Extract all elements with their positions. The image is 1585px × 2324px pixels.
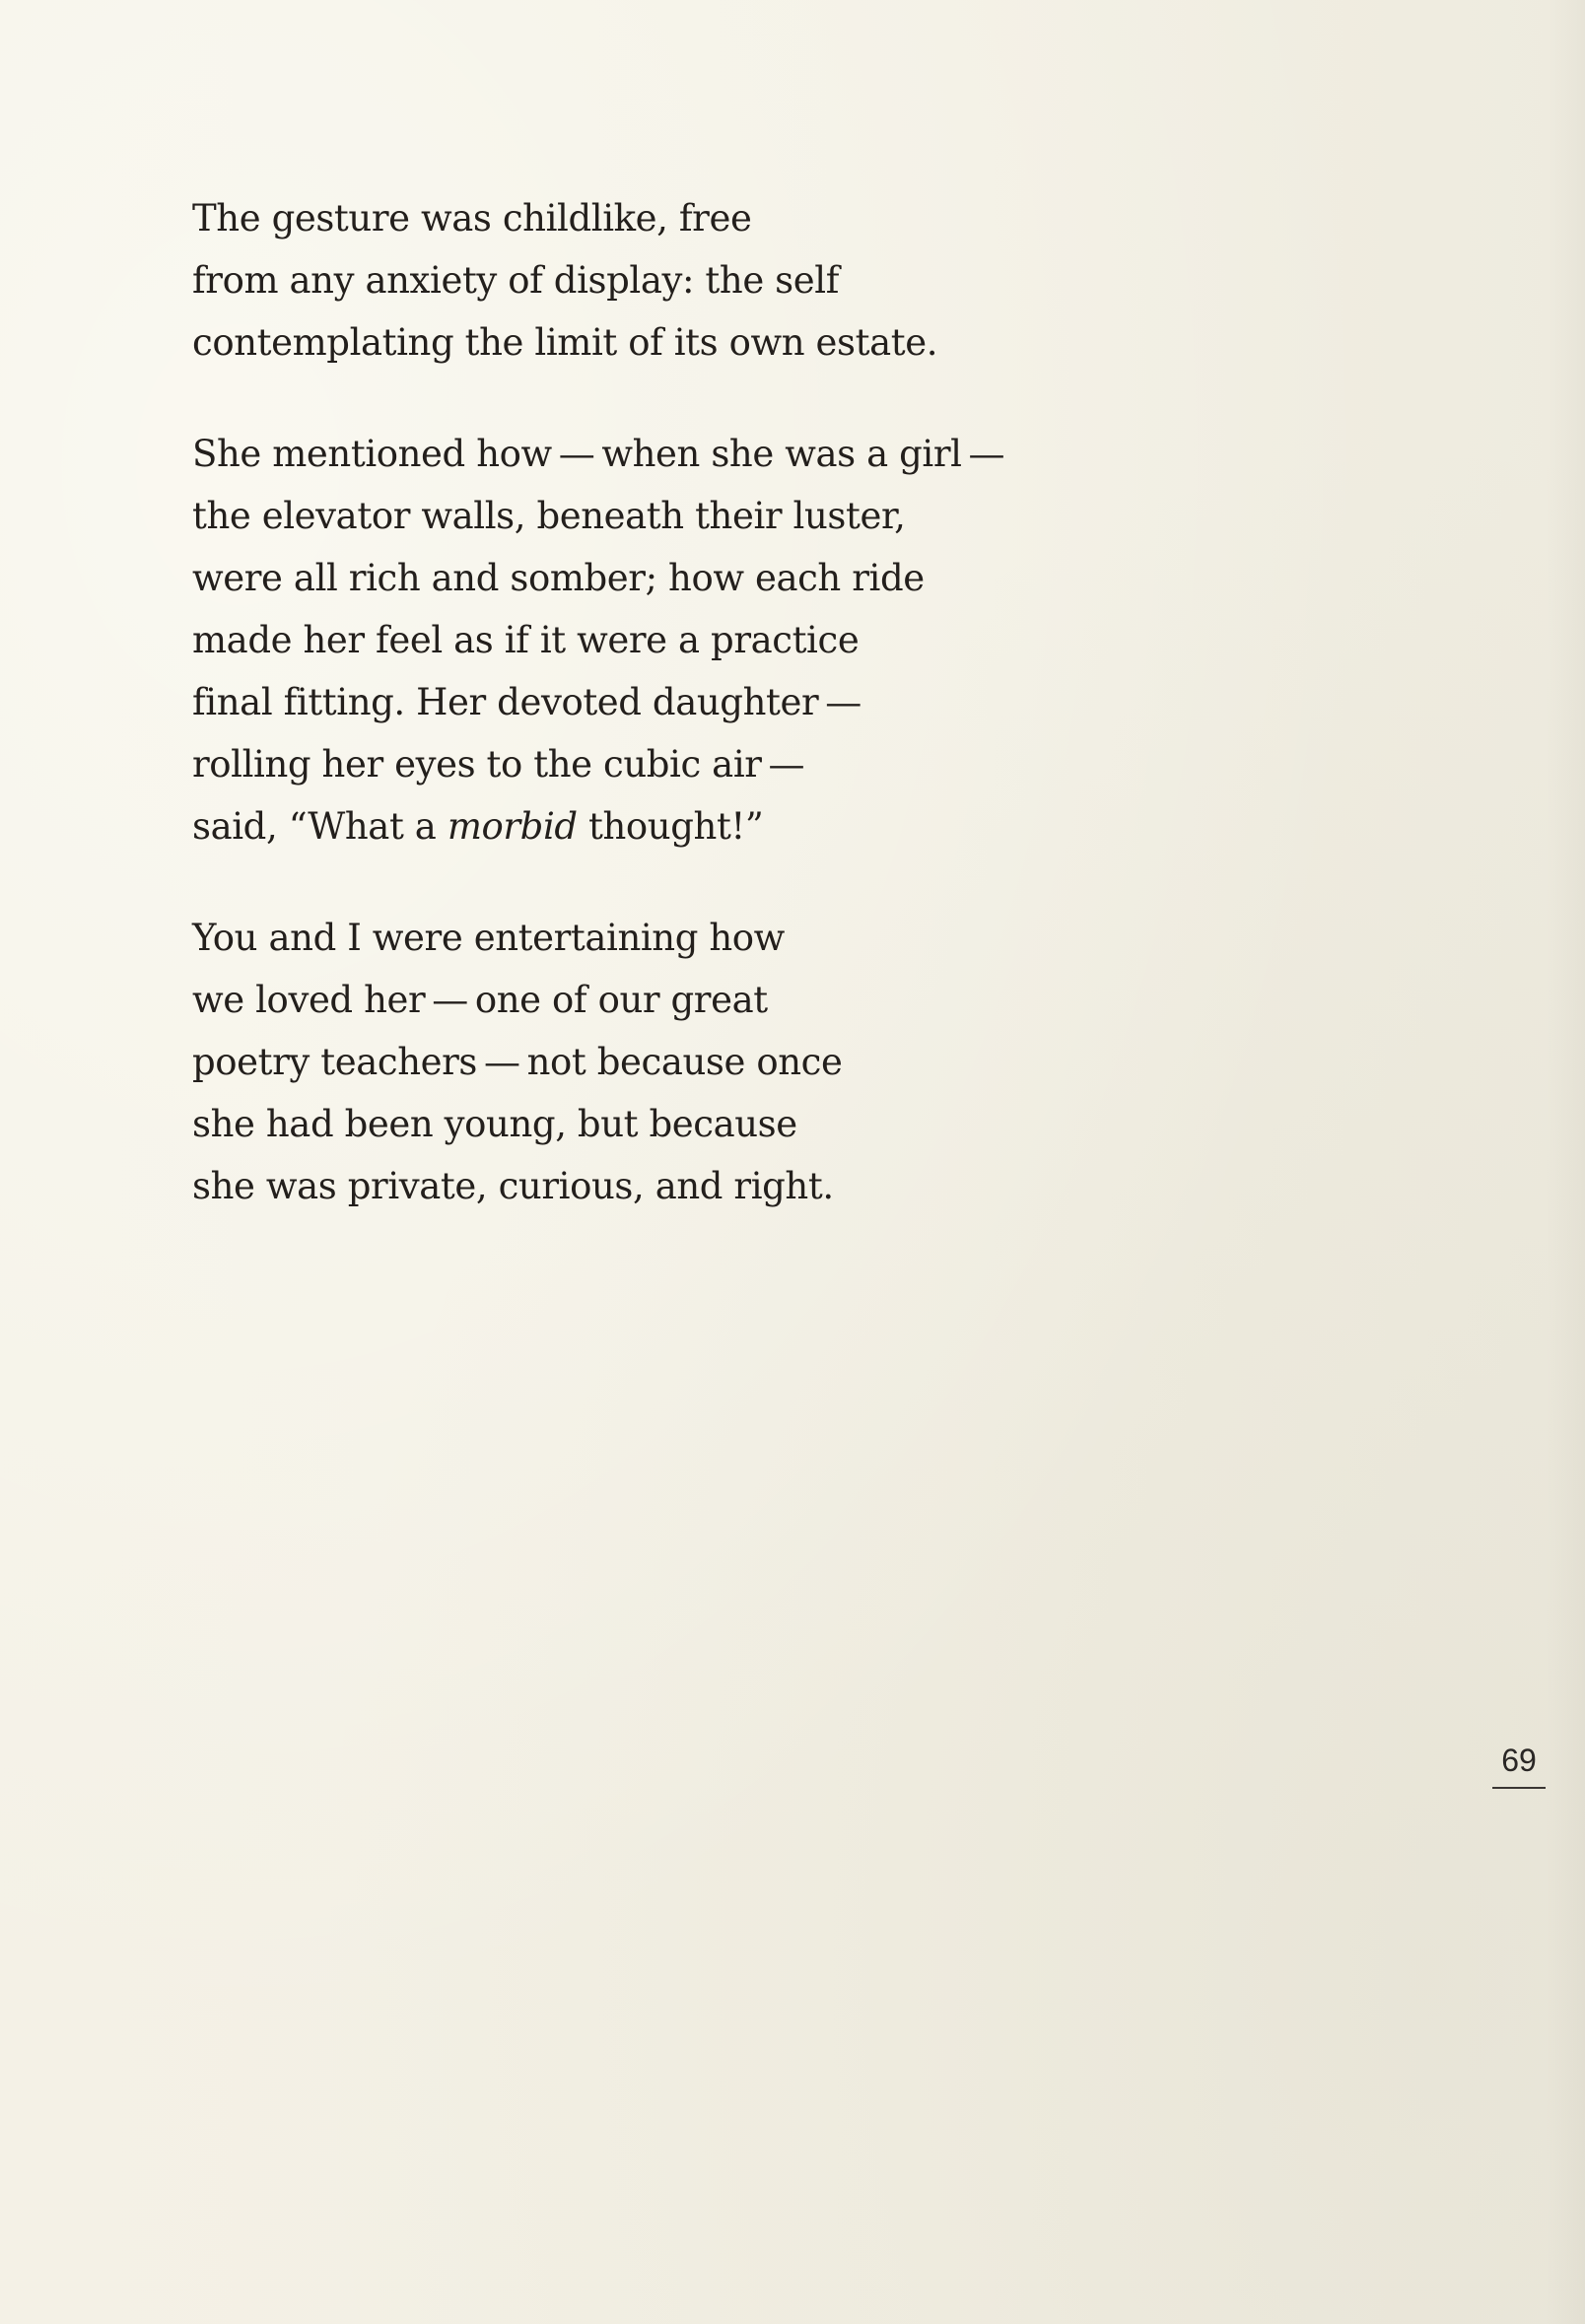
poem-line: She mentioned how — when she was a girl — <box>192 433 1005 475</box>
poem-line: contemplating the limit of its own estate. <box>192 321 938 364</box>
poem-line: we loved her — one of our great <box>192 979 768 1021</box>
poem-line: she was private, curious, and right. <box>192 1165 834 1207</box>
stanza-2 <box>192 423 1178 857</box>
poem-line: You and I were entertaining how <box>192 917 785 959</box>
poem-line: from any anxiety of display: the self <box>192 259 839 302</box>
stanza-1 <box>192 187 1178 374</box>
page-number: 69 <box>1492 1743 1546 1789</box>
poem-line: poetry teachers — not because once <box>192 1041 843 1083</box>
poem-line: made her feel as if it were a practice <box>192 619 860 661</box>
poem-body <box>192 187 1178 1217</box>
emphasized-word: morbid <box>447 805 578 848</box>
poem-line: rolling her eyes to the cubic air — <box>192 743 805 786</box>
line-text-after: thought!” <box>577 805 764 848</box>
poem-line: were all rich and somber; how each ride <box>192 557 925 599</box>
poem-line: the elevator walls, beneath their luster, <box>192 495 906 537</box>
poem-line: The gesture was childlike, free <box>192 197 752 239</box>
poem-line: final fitting. Her devoted daughter — <box>192 681 861 723</box>
poem-line-with-emphasis <box>192 795 1178 857</box>
stanza-3 <box>192 907 1178 1217</box>
poem-line: she had been young, but because <box>192 1103 797 1145</box>
line-text-before: said, “What a <box>192 805 448 848</box>
